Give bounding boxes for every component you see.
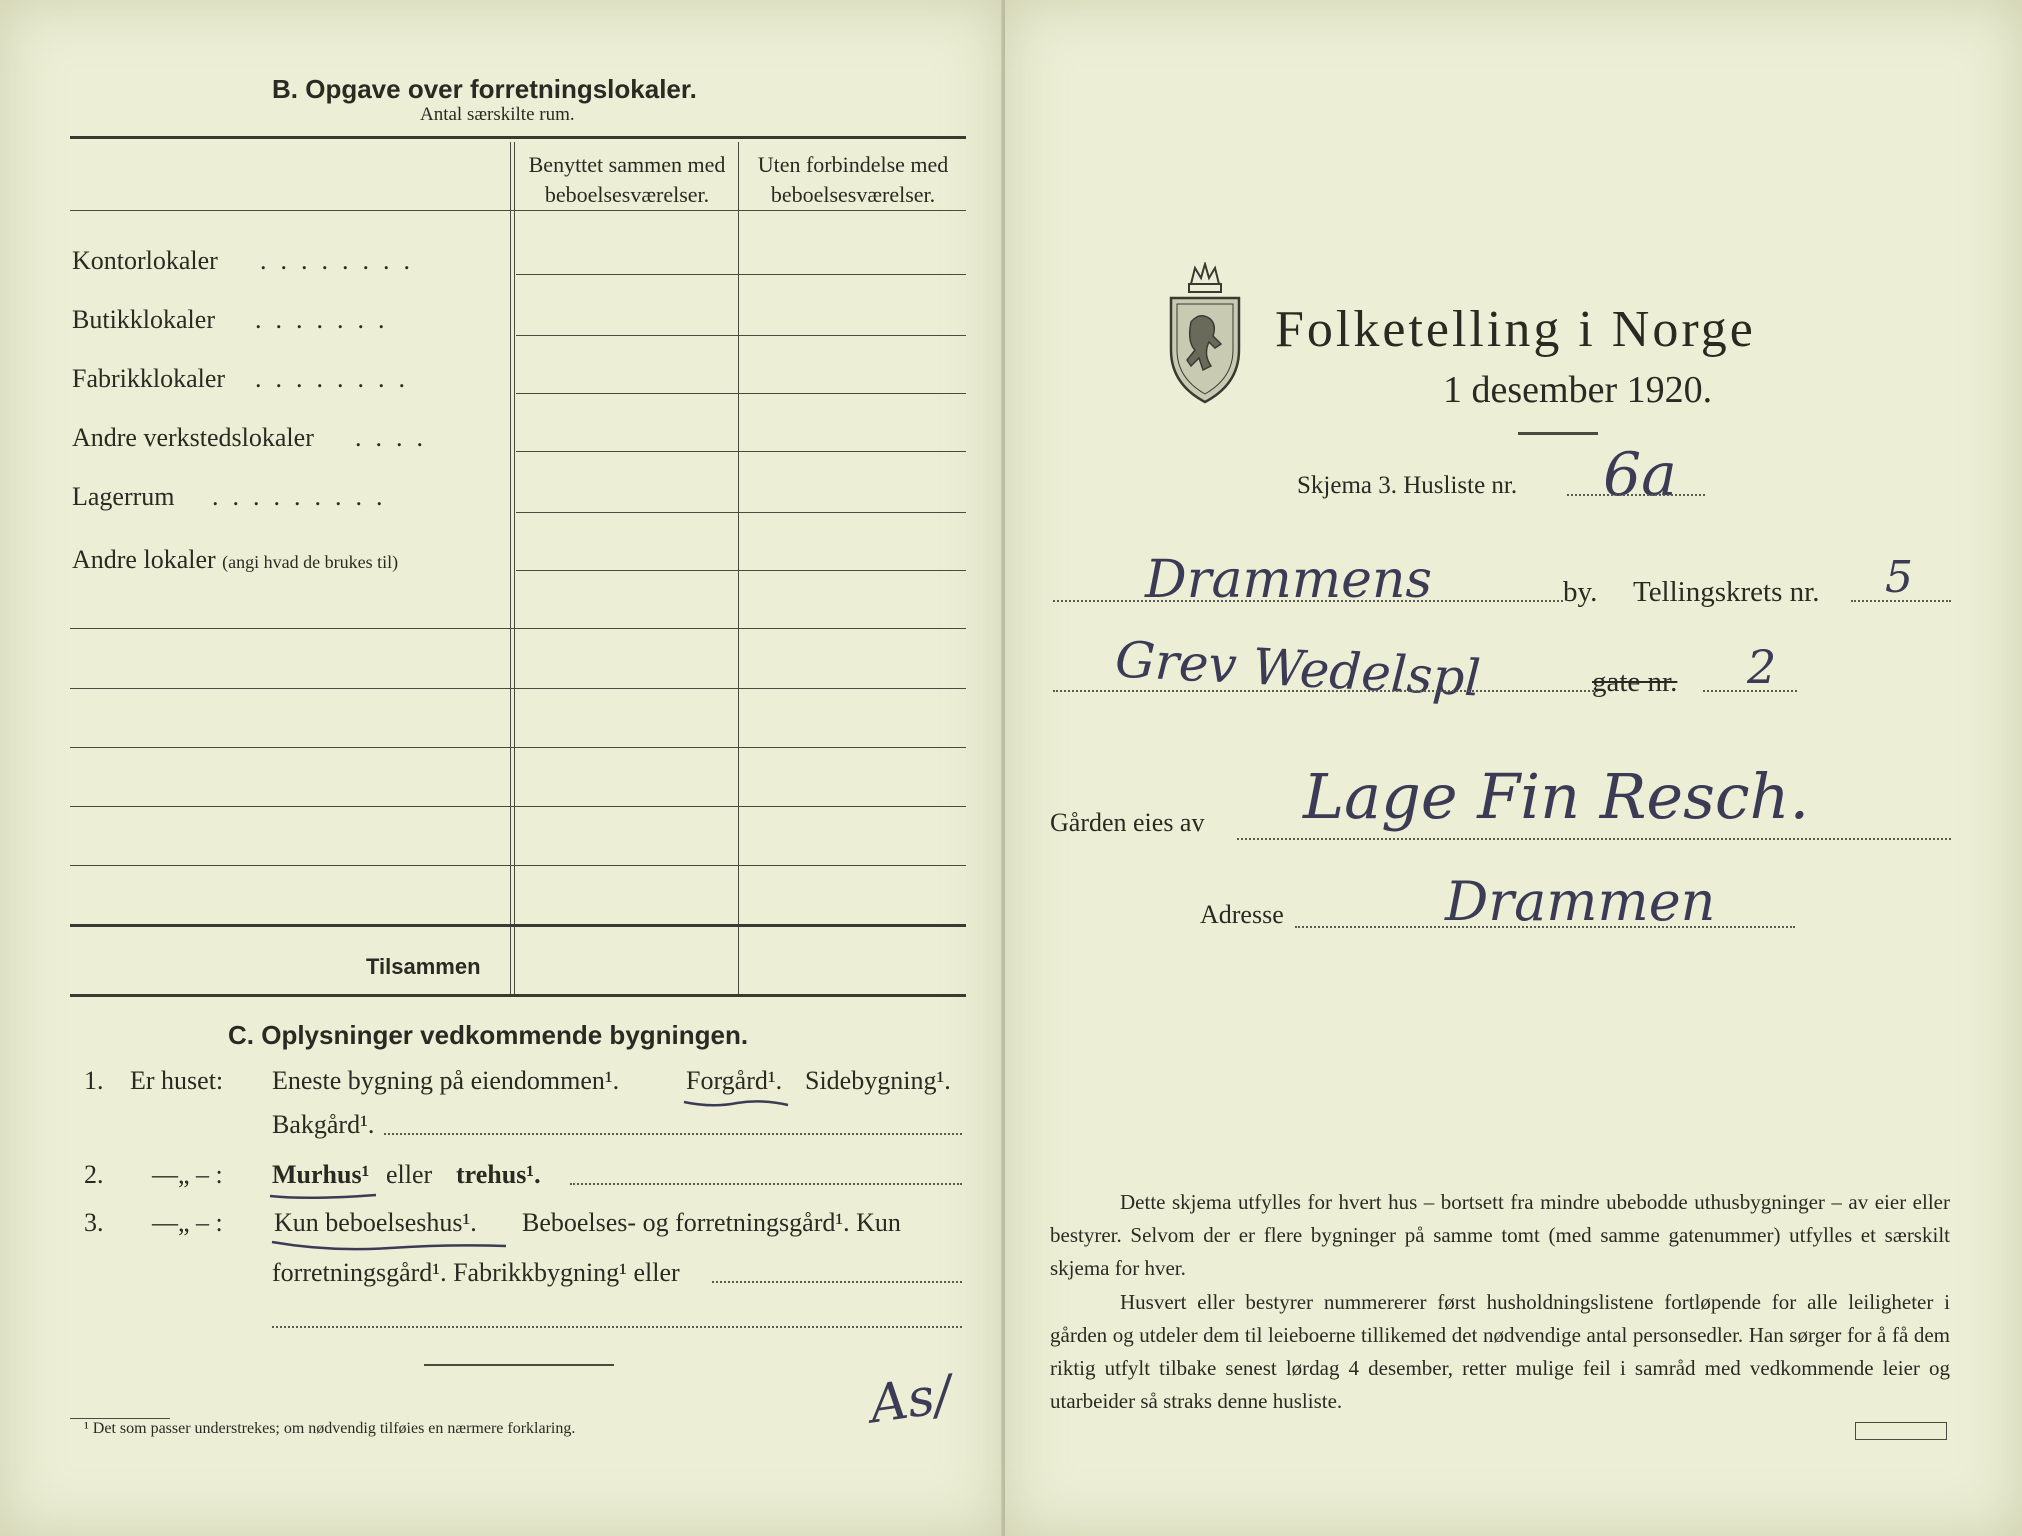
coat-of-arms-icon: [1165, 262, 1245, 406]
item2-or: eller: [386, 1160, 433, 1189]
row-rule: [70, 747, 966, 748]
total-label: Tilsammen: [366, 954, 481, 979]
section-end-rule: [424, 1364, 614, 1366]
row-rule: [70, 628, 966, 629]
gate-label-text: gate nr.: [1592, 666, 1678, 698]
section-b-subtitle: Antal særskilte rum.: [420, 104, 575, 125]
owner-line: [1237, 838, 1951, 840]
col2-header: [740, 150, 966, 210]
item1-number: 1.: [84, 1066, 104, 1095]
left-page: [0, 0, 1003, 1536]
item1-fill-line: [384, 1133, 962, 1135]
owner-label: Gården eies av: [1050, 808, 1205, 837]
col1-header-line1: Benyttet sammen med: [528, 152, 726, 177]
city-value: Drammens: [1145, 550, 1433, 610]
row-label-kontor: Kontorlokaler: [72, 246, 218, 275]
krets-nr-line: [1851, 600, 1951, 602]
row-label-butikk: Butikklokaler: [72, 305, 215, 334]
row-rule: [516, 274, 966, 275]
date-rule: [1518, 432, 1598, 435]
document-date: 1 desember 1920.: [1443, 369, 1713, 411]
row-rule: [516, 393, 966, 394]
item3-fill-line: [712, 1281, 962, 1283]
krets-label: Tellingskrets nr.: [1633, 576, 1820, 608]
gate-nr-value: 2: [1747, 640, 1777, 694]
row-rule: [516, 335, 966, 336]
item3-option-forretningsgard: forretningsgård¹. Fabrikkbygning¹ eller: [272, 1258, 680, 1287]
row-leader-dots: .........: [212, 482, 397, 511]
table-col-divider-2: [738, 142, 739, 994]
col2-header-line1: Uten forbindelse med: [757, 152, 949, 177]
table-bottom-rule: [70, 994, 966, 997]
gate-label: [1592, 666, 1677, 699]
row-label-andre-note: (angi hvad de brukes til): [222, 552, 399, 572]
row-rule: [516, 570, 966, 571]
address-value: Drammen: [1445, 870, 1716, 933]
forgard-underline: [682, 1096, 792, 1110]
row-rule: [70, 865, 966, 866]
footnote-rule: [70, 1418, 170, 1419]
row-leader-dots: ........: [255, 364, 419, 393]
col2-header-line2: beboelsesværelser.: [770, 182, 936, 207]
item3-fill-line-2: [272, 1326, 962, 1328]
by-label: by.: [1563, 576, 1598, 608]
item2-fill-line: [570, 1183, 962, 1185]
owner-value: Lage Fin Resch.: [1303, 760, 1810, 833]
item1-option-bakgard: Bakgård¹.: [272, 1110, 375, 1139]
col1-header: [516, 150, 738, 210]
table-header-rule: [70, 210, 966, 211]
document-title: Folketelling i Norge: [1275, 301, 1756, 358]
item2-number: 2.: [84, 1160, 104, 1189]
row-label-andre-text: Andre lokaler: [72, 545, 216, 574]
row-label-andre: [72, 545, 398, 575]
item3-option-kun-beboelseshus: Kun beboelseshus¹.: [274, 1208, 477, 1237]
row-leader-dots: ........: [260, 246, 424, 275]
item2-option-murhus: Murhus¹: [272, 1160, 370, 1189]
row-rule: [516, 512, 966, 513]
footnote: ¹ Det som passer understrekes; om nødvendig tilføies en nærmere forklaring.: [84, 1420, 576, 1437]
address-label: Adresse: [1200, 900, 1284, 929]
husliste-nr-value: 6a: [1603, 440, 1677, 510]
item1-lead: Er huset:: [130, 1066, 224, 1095]
street-value: Grev Wedelspl: [1113, 630, 1483, 708]
street-line: [1053, 690, 1598, 692]
item3-lead: —„ – :: [152, 1208, 223, 1237]
item1-option-sidebygning: Sidebygning¹.: [805, 1066, 951, 1095]
krets-nr-value: 5: [1885, 552, 1913, 603]
item1-option-forgard: Forgård¹.: [686, 1066, 783, 1095]
instructions-paragraph-2: Husvert eller bestyrer nummererer først husholdningslistene fortløpende for alle leiligheter i gården og utdeler dem til leieboerne tillikemed det nødvendige antal personsedler. Han sørger for å få dem riktig utfylt tilbake senest lørdag 4 desember, retter mulige feil i samråd med vedkommende leier og utarbeider så straks denne husliste.: [1050, 1290, 1950, 1413]
murhus-underline: [268, 1190, 380, 1202]
row-leader-dots: ....: [355, 423, 437, 452]
row-rule: [516, 451, 966, 452]
col1-header-line2: beboelsesværelser.: [544, 182, 710, 207]
item1-option-eneste: Eneste bygning på eiendommen¹.: [272, 1066, 620, 1095]
row-rule: [70, 806, 966, 807]
item2-lead: —„ – :: [152, 1160, 223, 1189]
table-col-divider-1b: [514, 142, 515, 994]
row-label-lager: Lagerrum: [72, 482, 175, 511]
instructions-paragraph-1: Dette skjema utfylles for hvert hus – bortsett fra mindre ubebodde uthusbygninger – av eier eller bestyrer. Selvom der er flere bygninger på samme tomt (med samme gatenummer) utfylles et særskilt skjema for hver.: [1050, 1190, 1950, 1280]
handwritten-initials: As/: [866, 1364, 956, 1436]
address-line: [1295, 926, 1795, 928]
total-rule: [70, 924, 966, 927]
city-line: [1053, 600, 1563, 602]
kun-beboelseshus-underline: [270, 1238, 510, 1254]
gate-nr-line: [1703, 690, 1797, 692]
row-rule: [70, 688, 966, 689]
table-top-rule: [70, 136, 966, 139]
husliste-nr-line: [1567, 494, 1705, 496]
row-label-fabrikk: Fabrikklokaler: [72, 364, 226, 393]
right-page: [1005, 0, 2022, 1536]
table-col-divider-1: [510, 142, 511, 994]
item3-option-beboelses-og-forretning: Beboelses- og forretningsgård¹. Kun: [522, 1208, 901, 1237]
row-leader-dots: .......: [255, 305, 399, 334]
skjema-label: Skjema 3. Husliste nr.: [1297, 472, 1518, 499]
printer-mark: [1855, 1422, 1947, 1440]
item3-number: 3.: [84, 1208, 104, 1237]
row-label-verksted: Andre verkstedslokaler: [72, 423, 314, 452]
item2-option-trehus: trehus¹.: [456, 1160, 541, 1189]
section-b-title: B. Opgave over forretningslokaler.: [272, 74, 697, 104]
section-c-title: C. Oplysninger vedkommende bygningen.: [228, 1020, 749, 1050]
